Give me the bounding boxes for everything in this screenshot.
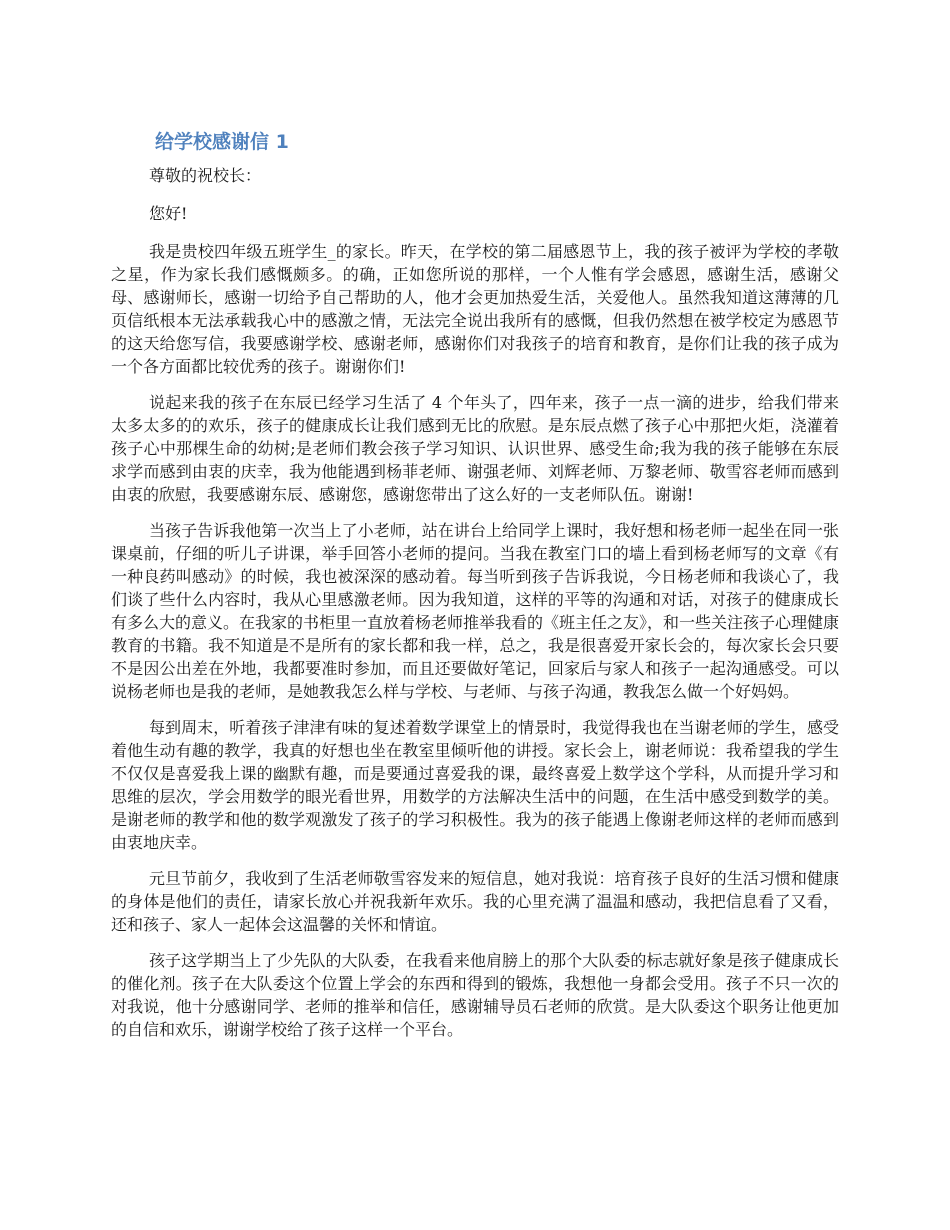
page-title: 给学校感谢信 1 [155, 131, 289, 153]
letter-greeting: 您好! [149, 204, 188, 223]
letter-body [111, 164, 839, 1054]
letter-salutation: 尊敬的祝校长： [149, 166, 262, 185]
paragraph: 每到周末，听着孩子津津有味的复述着数学课堂上的情景时，我觉得我也在当谢老师的学生，感受着他生动有趣的教学，我真的好想也坐在教室里倾听他的讲授。家长会上，谢老师说：我希望我的学生不仅仅是喜爱我上课的幽默有趣，而是要通过喜爱我的课，最终喜爱上数学这个学科，从而提升学习和思维的层次，学会用数学的眼光看世界，用数学的方法解决生活中的问题，在生活中感受到数学的美。 是谢老师的教学和他的数学观激发了孩子的学习积极性。我为的孩子能遇上像谢老师这样的老师而感到由衷地庆幸。 [111, 718, 839, 852]
paragraph: 我是贵校四年级五班学生_的家长。昨天，在学校的第二届感恩节上，我的孩子被评为学校的孝敬之星，作为家长我们感慨颇多。的确，正如您所说的那样，一个人惟有学会感恩，感谢生活，感谢父母、感谢师长，感谢一切给予自己帮助的人，他才会更加热爱生活，关爱他人。虽然我知道这薄薄的几页信纸根本无法承载我心中的感激之情，无法完全说出我所有的感慨，但我仍然想在被学校定为感恩节的这天给您写信，我要感谢学校、感谢老师，感谢你们对我孩子的培育和教育，是你们让我的孩子成为一个各方面都比较优秀的孩子。谢谢你们! [111, 242, 839, 376]
paragraph: 说起来我的孩子在东辰已经学习生活了 4 个年头了，四年来，孩子一点一滴的进步，给我们带来太多太多的的欢乐，孩子的健康成长让我们感到无比的欣慰。是东辰点燃了孩子心中那把火炬，浇灌着孩子心中那棵生命的幼树;是老师们教会孩子学习知识、认识世界、感受生命;我为我的孩子能够在东辰求学而感到由衷的庆幸，我为他能遇到杨菲老师、谢强老师、刘辉老师、万黎老师、敬雪容老师而感到由衷的欣慰，我要感谢东辰、感谢您，感谢您带出了这么好的一支老师队伍。谢谢! [111, 393, 839, 504]
paragraph: 当孩子告诉我他第一次当上了小老师，站在讲台上给同学上课时，我好想和杨老师一起坐在同一张课桌前，仔细的听儿子讲课，举手回答小老师的提问。当我在教室门口的墙上看到杨老师写的文章《有一种良药叫感动》的时候，我也被深深的感动着。每当听到孩子告诉我说，今日杨老师和我谈心了，我们谈了些什么内容时，我从心里感激老师。因为我知道，这样的平等的沟通和对话，对孩子的健康成长有多么大的意义。在我家的书柜里一直放着杨老师推举我看的《班主任之友》，和一些关注孩子心理健康教育的书籍。我不知道是不是所有的家长都和我一样，总之，我是很喜爱开家长会的，每次家长会只要不是因公出差在外地，我都要准时参加，而且还要做好笔记，回家后与家人和孩子一起沟通感受。可以说杨老师也是我的老师，是她教我怎么样与学校、与老师、与孩子沟通，教我怎么做一个好妈妈。 [111, 521, 840, 701]
paragraph: 孩子这学期当上了少先队的大队委，在我看来他肩膀上的那个大队委的标志就好象是孩子健康成长的催化剂。孩子在大队委这个位置上学会的东西和得到的锻炼，我想他一身都会受用。孩子不只一次的对我说，他十分感谢同学、老师的推举和信任，感谢辅导员石老师的欣赏。是大队委这个职务让他更加的自信和欢乐，谢谢学校给了孩子这样一个平台。 [111, 951, 839, 1039]
paragraph: 元旦节前夕，我收到了生活老师敬雪容发来的短信息，她对我说：培育孩子良好的生活习惯和健康的身体是他们的责任，请家长放心并祝我新年欢乐。我的心里充满了温温和感动，我把信息看了又看，还和孩子、家人一起体会这温馨的关怀和情谊。 [111, 869, 839, 934]
